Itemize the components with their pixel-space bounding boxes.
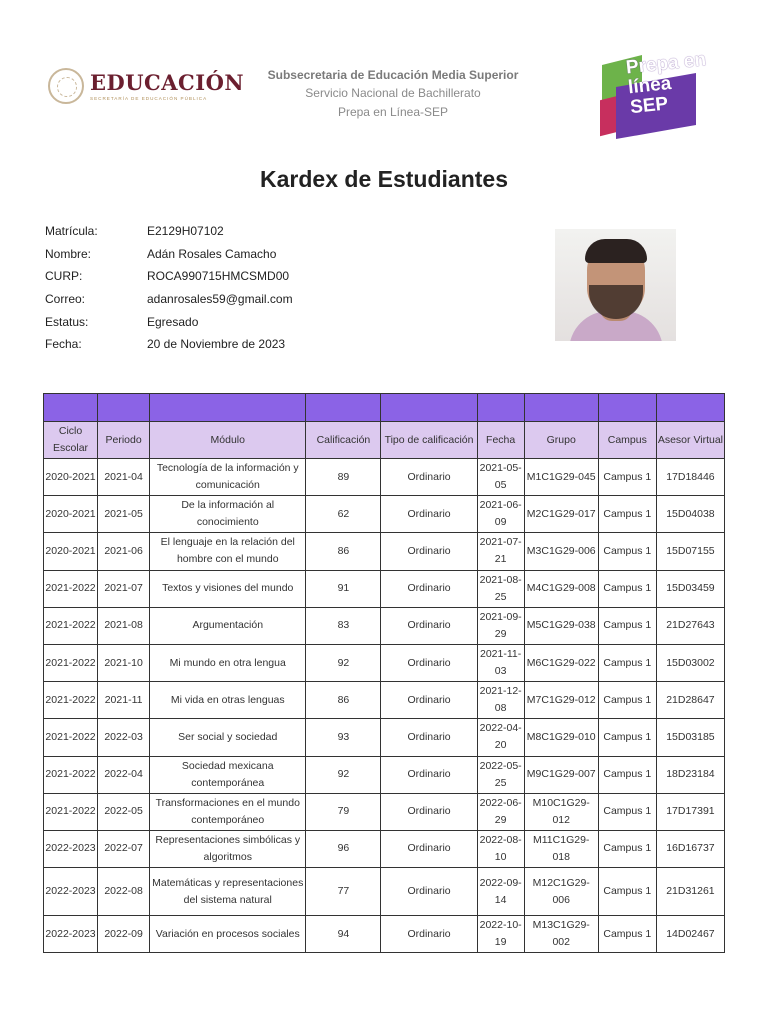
table-cell: M11C1G29-018 [524,830,598,867]
table-color-band [44,394,725,422]
table-cell: 2022-09-14 [477,868,524,916]
table-cell: 21D27643 [656,607,724,644]
table-row [44,570,725,607]
table-cell: 21D31261 [656,868,724,916]
band-cell [44,394,98,422]
table-cell: 2021-2022 [44,719,98,756]
table-cell: Ordinario [381,868,477,916]
table-cell: Campus 1 [598,496,656,533]
table-cell: 15D03459 [656,570,724,607]
table-cell: 2021-08-25 [477,570,524,607]
table-cell: Ordinario [381,570,477,607]
table-cell: M7C1G29-012 [524,682,598,719]
table-cell: Ordinario [381,793,477,830]
band-cell [381,394,477,422]
info-row [45,310,515,333]
table-cell: 2022-03 [98,719,150,756]
table-cell: Ser social y sociedad [150,719,306,756]
table-header-row [44,422,725,459]
table-cell: 89 [306,459,381,496]
table-cell: 2021-06 [98,533,150,570]
table-cell: Campus 1 [598,756,656,793]
info-row [45,220,515,243]
table-cell: 2020-2021 [44,533,98,570]
sep-logo-word: EDUCACIÓN [90,69,245,95]
band-cell [98,394,150,422]
table-cell: 2021-05-05 [477,459,524,496]
table-cell: M2C1G29-017 [524,496,598,533]
table-cell: 2020-2021 [44,459,98,496]
table-cell: 83 [306,607,381,644]
table-cell: Transformaciones en el mundo contemporáneo [150,793,306,830]
table-cell: Campus 1 [598,719,656,756]
table-cell: 15D03002 [656,644,724,681]
table-cell: Campus 1 [598,793,656,830]
table-cell: 2022-08-10 [477,830,524,867]
column-header: Ciclo Escolar [44,422,98,459]
table-cell: 2021-12-08 [477,682,524,719]
table-row [44,644,725,681]
table-row [44,719,725,756]
table-cell: 86 [306,682,381,719]
info-row [45,265,515,288]
table-cell: 2022-2023 [44,868,98,916]
table-cell: 2021-07-21 [477,533,524,570]
document-header [0,0,768,150]
table-cell: M1C1G29-045 [524,459,598,496]
table-cell: 2021-10 [98,644,150,681]
table-cell: 15D03185 [656,719,724,756]
table-cell: Campus 1 [598,830,656,867]
table-cell: 2021-11-03 [477,644,524,681]
table-row [44,682,725,719]
institution-line-1: Subsecretaria de Educación Media Superior [267,68,519,82]
table-cell: 77 [306,868,381,916]
sep-logo-subtext: SECRETARÍA DE EDUCACIÓN PÚBLICA [90,95,208,101]
table-cell: 18D23184 [656,756,724,793]
table-cell: Campus 1 [598,459,656,496]
band-cell [477,394,524,422]
table-row [44,496,725,533]
info-value: E2129H07102 [147,224,224,239]
table-row [44,459,725,496]
column-header: Asesor Virtual [656,422,724,459]
prepa-en-linea-logo [598,50,710,134]
institution-block [248,66,538,122]
table-cell: Variación en procesos sociales [150,916,306,953]
info-label: Estatus: [45,314,89,329]
table-cell: 14D02467 [656,916,724,953]
table-cell: Campus 1 [598,644,656,681]
table-cell: M13C1G29-002 [524,916,598,953]
sep-logo [48,68,244,104]
table-cell: 2022-2023 [44,830,98,867]
prepa-logo-line: línea [627,72,673,99]
info-label: Nombre: [45,246,92,261]
table-cell: 91 [306,570,381,607]
table-cell: 2022-09 [98,916,150,953]
info-value: 20 de Noviembre de 2023 [147,337,286,352]
prepa-logo-text [625,50,715,118]
table-cell: 2022-2023 [44,916,98,953]
table-cell: 2021-2022 [44,644,98,681]
table-cell: M5C1G29-038 [524,607,598,644]
info-row [45,333,515,356]
table-cell: M6C1G29-022 [524,644,598,681]
table-cell: 2021-2022 [44,793,98,830]
info-label: Correo: [45,292,86,307]
table-cell: Campus 1 [598,607,656,644]
table-cell: Mi vida en otras lenguas [150,682,306,719]
table-cell: 2022-10-19 [477,916,524,953]
column-header: Campus [598,422,656,459]
table-cell: Matemáticas y representaciones del sistema natural [150,868,306,916]
table-cell: 2022-07 [98,830,150,867]
table-cell: 2021-04 [98,459,150,496]
student-info [45,220,515,356]
prepa-logo-line: Prepa en [624,49,708,79]
table-cell: 2021-07 [98,570,150,607]
table-cell: 86 [306,533,381,570]
table-cell: 2022-05-25 [477,756,524,793]
table-cell: M8C1G29-010 [524,719,598,756]
column-header: Módulo [150,422,306,459]
table-cell: 2021-06-09 [477,496,524,533]
column-header: Grupo [524,422,598,459]
table-cell: El lenguaje en la relación del hombre con el mundo [150,533,306,570]
info-value: adanrosales59@gmail.com [147,292,293,307]
table-cell: Campus 1 [598,533,656,570]
table-cell: 21D28647 [656,682,724,719]
table-cell: 15D04038 [656,496,724,533]
table-cell: 79 [306,793,381,830]
table-cell: Campus 1 [598,682,656,719]
student-photo [555,229,676,341]
info-label: CURP: [45,269,83,284]
table-cell: Ordinario [381,533,477,570]
band-cell [524,394,598,422]
table-cell: 17D17391 [656,793,724,830]
band-cell [656,394,724,422]
table-cell: 2022-04-20 [477,719,524,756]
column-header: Fecha [477,422,524,459]
table-cell: 2021-11 [98,682,150,719]
page-title: Kardex de Estudiantes [260,166,508,192]
table-cell: 2021-2022 [44,607,98,644]
table-cell: 2022-08 [98,868,150,916]
table-cell: Mi mundo en otra lengua [150,644,306,681]
kardex-table [43,393,725,953]
table-cell: 96 [306,830,381,867]
table-cell: 2020-2021 [44,496,98,533]
table-cell: 15D07155 [656,533,724,570]
info-value: ROCA990715HMCSMD00 [147,269,290,284]
table-cell: M4C1G29-008 [524,570,598,607]
institution-line-3: Prepa en Línea-SEP [337,105,449,119]
band-cell [306,394,381,422]
table-row [44,830,725,867]
table-cell: Campus 1 [598,868,656,916]
table-cell: Argumentación [150,607,306,644]
column-header: Periodo [98,422,150,459]
table-cell: Ordinario [381,496,477,533]
table-cell: Ordinario [381,756,477,793]
info-row [45,243,515,266]
table-cell: Ordinario [381,916,477,953]
table-cell: 62 [306,496,381,533]
table-cell: M10C1G29-012 [524,793,598,830]
table-cell: M9C1G29-007 [524,756,598,793]
table-cell: Sociedad mexicana contemporánea [150,756,306,793]
table-cell: 2021-05 [98,496,150,533]
table-cell: 16D16737 [656,830,724,867]
table-cell: 2021-08 [98,607,150,644]
info-row [45,288,515,311]
table-row [44,607,725,644]
table-cell: Ordinario [381,830,477,867]
info-label: Fecha: [45,337,82,352]
column-header: Tipo de calificación [381,422,477,459]
table-cell: 2021-2022 [44,682,98,719]
info-value: Adán Rosales Camacho [147,246,277,261]
table-cell: 17D18446 [656,459,724,496]
table-row [44,868,725,916]
table-row [44,533,725,570]
table-cell: 2022-04 [98,756,150,793]
table-cell: Representaciones simbólicas y algoritmos [150,830,306,867]
table-cell: 2021-2022 [44,756,98,793]
table-row [44,916,725,953]
table-cell: Ordinario [381,459,477,496]
table-cell: Textos y visiones del mundo [150,570,306,607]
band-cell [150,394,306,422]
info-value: Egresado [147,314,199,329]
table-cell: M3C1G29-006 [524,533,598,570]
table-cell: Ordinario [381,682,477,719]
table-cell: 94 [306,916,381,953]
table-cell: De la información al conocimiento [150,496,306,533]
table-cell: Ordinario [381,607,477,644]
institution-line-2: Servicio Nacional de Bachillerato [305,86,481,100]
table-cell: 92 [306,644,381,681]
mexico-seal-icon [48,68,84,104]
band-cell [598,394,656,422]
info-label: Matrícula: [45,224,98,239]
table-cell: 2022-06-29 [477,793,524,830]
table-cell: 2021-09-29 [477,607,524,644]
table-row [44,793,725,830]
table-cell: Ordinario [381,644,477,681]
table-cell: 92 [306,756,381,793]
table-cell: Ordinario [381,719,477,756]
table-cell: Campus 1 [598,570,656,607]
table-cell: 93 [306,719,381,756]
table-cell: 2021-2022 [44,570,98,607]
table-cell: Tecnología de la información y comunicación [150,459,306,496]
table-cell: M12C1G29-006 [524,868,598,916]
table-cell: 2022-05 [98,793,150,830]
table-row [44,756,725,793]
column-header: Calificación [306,422,381,459]
prepa-logo-line: SEP [629,93,670,119]
table-cell: Campus 1 [598,916,656,953]
